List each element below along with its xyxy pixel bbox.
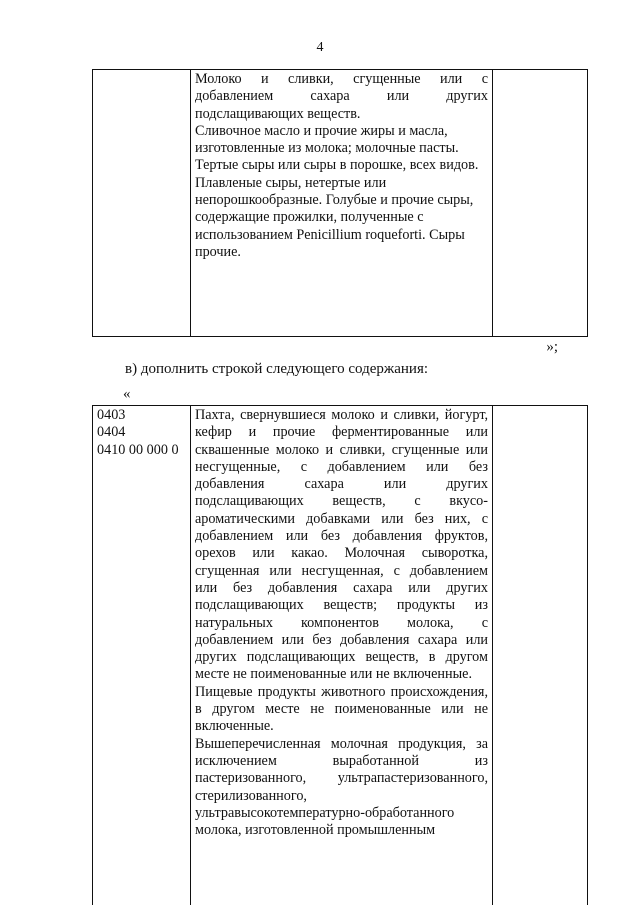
description-paragraph: Вышеперечисленная молочная продукция, за исключением выработанной из пастеризованного, ультрапастеризованного, стерилизованного,: [195, 735, 488, 804]
page-number: 4: [316, 40, 324, 55]
description-cell: [191, 70, 493, 337]
note-cell: [493, 406, 588, 905]
description-paragraph: Сливочное масло и прочие жиры и масла, изготовленные из молока; молочные пасты.: [195, 122, 459, 157]
goods-table-new-row: [92, 405, 588, 905]
product-code: 0410 00 000 0: [97, 441, 179, 458]
description-paragraph: Пищевые продукты животного происхождения, в другом месте не поименованные или не включенные.: [195, 683, 488, 735]
goods-table-previous-row: [92, 69, 588, 337]
code-cell: [93, 406, 191, 905]
description-paragraph: Тертые сыры или сыры в порошке, всех видов. Плавленые сыры, нетертые или непорошкообразные. Голубые и прочие сыры, содержащие прожилки, полученные с использованием Penicillium roqueforti. Сыры прочие.: [195, 157, 479, 260]
code-cell: [93, 70, 191, 337]
opening-quote: «: [123, 386, 131, 402]
description-paragraph: Молоко и сливки, сгущенные или с добавлением сахара или других подслащивающих веществ.: [195, 71, 488, 122]
description-cell: [191, 406, 493, 905]
description-paragraph: ультравысокотемпературно-обработанного молока, изготовленной промышленным: [195, 804, 455, 839]
closing-quote: »;: [546, 339, 558, 355]
table-row: [93, 70, 588, 337]
note-cell: [493, 70, 588, 337]
amendment-instruction: в) дополнить строкой следующего содержания:: [125, 361, 429, 377]
description-paragraph: Пахта, свернувшиеся молоко и сливки, йогурт, кефир и прочие ферментированные или сквашенные молоко и сливки, сгущенные или несгущенные, с добавлением или без добавления сахара или других подслащивающих веществ, с вкусо-ароматическими добавками или без них, с добавлением или без добавления фруктов, орехов или какао. Молочная сыворотка, сгущенная или несгущенная, с добавлением или без добавления сахара или других подслащивающих веществ; продукты из натуральных компонентов молока, с добавлением или без добавления сахара или других подслащивающих веществ, в другом месте не поименованные или не включенные.: [195, 407, 488, 683]
product-code: 0403: [97, 407, 126, 423]
table-row: [93, 406, 588, 905]
product-code: 0404: [97, 424, 126, 441]
